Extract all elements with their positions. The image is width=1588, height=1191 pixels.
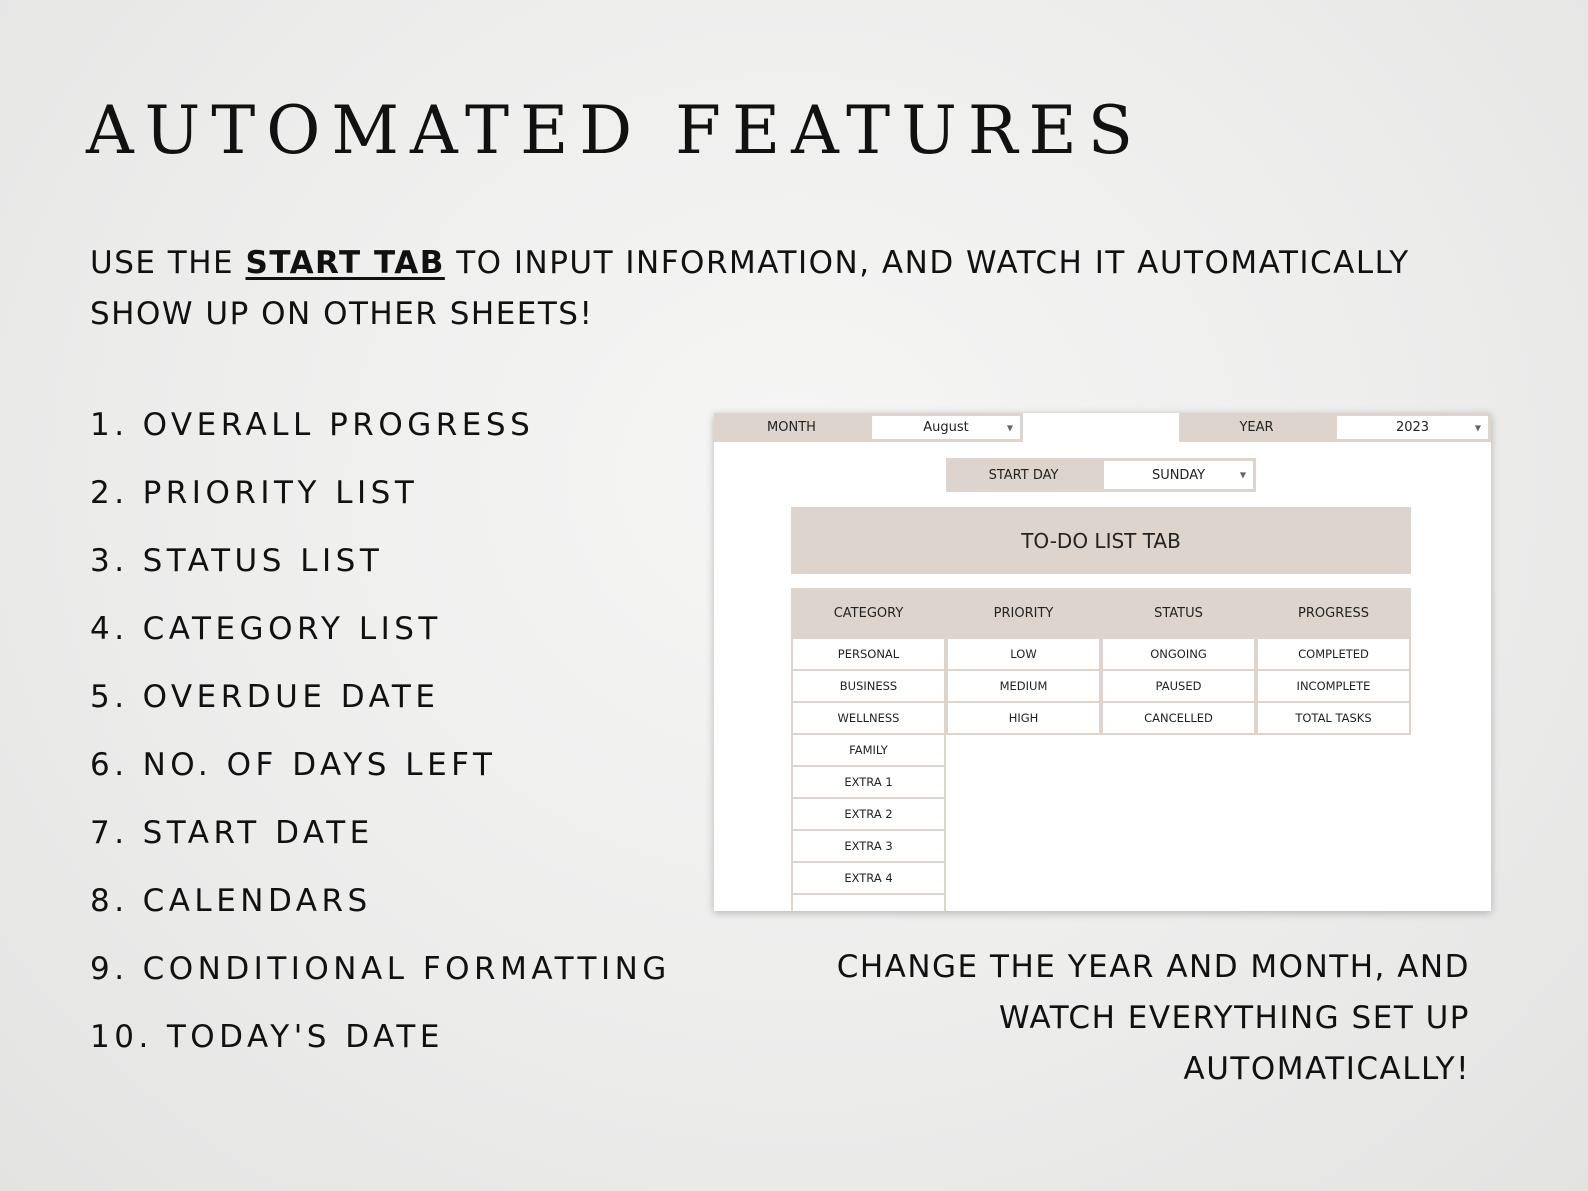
month-label: MONTH [714,413,869,442]
month-select[interactable] [869,413,1023,442]
feature-number: 1. [90,407,129,443]
table-header [791,588,1411,639]
feature-list [90,402,671,1082]
status-column [1101,639,1256,735]
priority-column [946,639,1101,735]
table-cell[interactable]: EXTRA 1 [791,767,946,799]
list-item [90,538,671,606]
table-cell[interactable]: EXTRA 4 [791,863,946,895]
chevron-down-icon[interactable]: ▼ [1239,470,1246,480]
table-cell[interactable]: COMPLETED [1256,639,1411,671]
feature-number: 2. [90,475,129,511]
list-item [90,606,671,674]
header-progress: PROGRESS [1298,606,1369,621]
feature-number: 8. [90,883,129,919]
year-select[interactable] [1334,413,1491,442]
intro-after: TO INPUT INFORMATION, AND WATCH IT AUTOMATICALLY SHOW UP ON OTHER SHEETS! [90,245,1410,332]
chevron-down-icon[interactable]: ▼ [1006,423,1013,432]
list-item [90,878,671,946]
list-item [90,402,671,470]
feature-number: 5. [90,679,129,715]
header-status: STATUS [1154,606,1203,621]
todo-list-banner: TO-DO LIST TAB [791,507,1411,574]
start-tab-link: START TAB [245,245,445,281]
table-cell[interactable]: INCOMPLETE [1256,671,1411,703]
feature-label: NO. OF DAYS LEFT [142,747,497,783]
start-day-label: START DAY [946,458,1101,492]
table-cell[interactable]: LOW [946,639,1101,671]
table-cell[interactable]: BUSINESS [791,671,946,703]
page-title: AUTOMATED FEATURES [86,92,1144,169]
feature-number: 4. [90,611,129,647]
progress-column [1256,639,1411,735]
year-value: 2023 [1395,420,1430,435]
list-item [90,674,671,742]
table-cell[interactable]: TOTAL TASKS [1256,703,1411,735]
feature-label: OVERDUE DATE [142,679,440,715]
category-column [791,639,946,911]
feature-number: 3. [90,543,129,579]
header-priority: PRIORITY [993,606,1054,621]
start-day-value: SUNDAY [1151,467,1206,483]
feature-label: CONDITIONAL FORMATTING [142,951,671,987]
feature-label: STATUS LIST [142,543,384,579]
feature-number: 9. [90,951,129,987]
table-cell[interactable]: EXTRA 2 [791,799,946,831]
list-item [90,1014,671,1082]
feature-label: START DATE [142,815,374,851]
feature-label: PRIORITY LIST [142,475,419,511]
feature-number: 7. [90,815,129,851]
table-cell[interactable]: HIGH [946,703,1101,735]
start-day-select[interactable] [1101,458,1256,492]
intro-text [90,238,1510,340]
year-label: YEAR [1179,413,1334,442]
table-cell[interactable] [791,895,946,911]
table-cell[interactable]: ONGOING [1101,639,1256,671]
list-item [90,470,671,538]
table-cell[interactable]: PERSONAL [791,639,946,671]
month-value: August [923,420,969,435]
list-item [90,946,671,1014]
feature-label: CALENDARS [142,883,372,919]
feature-number: 6. [90,747,129,783]
list-item [90,810,671,878]
table-cell[interactable]: CANCELLED [1101,703,1256,735]
spreadsheet-preview [714,413,1491,911]
chevron-down-icon[interactable]: ▼ [1474,423,1481,432]
table-cell[interactable]: FAMILY [791,735,946,767]
table-cell[interactable]: PAUSED [1101,671,1256,703]
feature-label: OVERALL PROGRESS [142,407,535,443]
table-cell[interactable]: WELLNESS [791,703,946,735]
feature-number: 10. [90,1019,153,1055]
table-cell[interactable]: EXTRA 3 [791,831,946,863]
feature-label: TODAY'S DATE [166,1019,444,1055]
header-category: CATEGORY [833,606,904,621]
table-cell[interactable]: MEDIUM [946,671,1101,703]
note-text: CHANGE THE YEAR AND MONTH, AND WATCH EVERYTHING SET UP AUTOMATICALLY! [836,949,1470,1087]
list-item [90,742,671,810]
intro-before: USE THE [90,245,246,281]
feature-label: CATEGORY LIST [142,611,442,647]
